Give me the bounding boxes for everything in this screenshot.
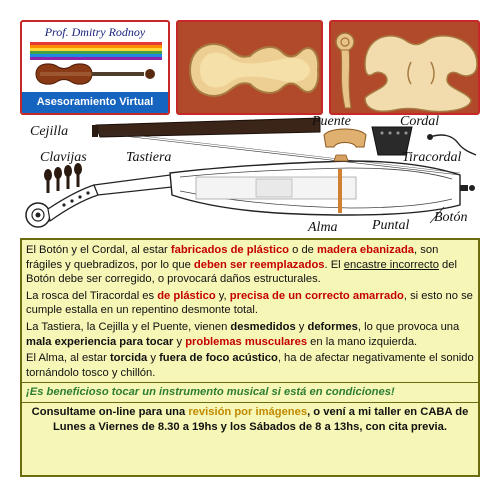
paragraph-tiracordal: La rosca del Tiracordal es de plástico y, precisa de un correcto amarrado, si esto no se cumple estalla en un repentino desmonte total. (26, 289, 473, 317)
divider (22, 382, 478, 383)
label-alma: Alma (308, 220, 338, 235)
divider (22, 402, 478, 403)
violin-back-photo (176, 20, 323, 115)
prof-name: Prof. Dmitry Rodnoy (44, 25, 146, 39)
info-box (20, 238, 480, 477)
label-boton: Botón (434, 210, 468, 225)
bridge-drawing (324, 129, 366, 147)
benefit-note: ¡Es beneficioso tocar un instrumento musical si está en condiciones! (26, 386, 395, 399)
violin-parts-diagram (20, 115, 480, 238)
violin-scroll-photo (329, 20, 480, 115)
violin-photo (26, 40, 166, 92)
scroll-drawing (26, 185, 98, 227)
fingerboard-drawing (96, 118, 320, 137)
label-clavijas: Clavijas (40, 150, 87, 165)
virtual-advice-badge: Asesoramiento Virtual (22, 92, 168, 113)
banner (20, 20, 480, 115)
label-cordal: Cordal (400, 114, 440, 129)
neck-drawing (94, 175, 172, 195)
label-puente: Puente (312, 114, 351, 129)
soundpost-drawing (338, 169, 342, 213)
endpin-drawing (460, 185, 475, 191)
paragraph-boton-cordal: El Botón y el Cordal, al estar fabricados de plástico o de madera ebanizada, son frágiles y quebradizos, por lo que deben ser reemplazados. El encastre incorrecto del Botón debe ser corregido, o provocará daños estructurales. (26, 244, 457, 286)
pegs-drawing (44, 163, 82, 193)
label-tiracordal: Tiracordal (402, 150, 462, 165)
paragraph-tastiera: La Tastiera, la Cejilla y el Puente, vienen desmedidos y deformes, lo que provoca una mala experiencia para tocar y problemas musculares en la mano izquierda. (26, 320, 460, 348)
label-cejilla: Cejilla (30, 124, 69, 139)
paragraph-alma: El Alma, al estar torcida y fuera de foco acústico, ha de afectar negativamente el sonido tornándolo tosco y chillón. (26, 352, 474, 379)
profile-card (20, 20, 170, 115)
label-tastiera: Tastiera (126, 150, 172, 165)
bridge-on-body (334, 155, 348, 161)
nut-drawing (92, 125, 98, 137)
label-puntal: Puntal (372, 218, 410, 233)
contact-info: Consultame on-line para una revisión por imágenes, o vení a mi taller en CABA de Lunes a Viernes de 8.30 a 19hs y los Sábados de 8 a 13hs, con cita previa. (31, 405, 469, 433)
